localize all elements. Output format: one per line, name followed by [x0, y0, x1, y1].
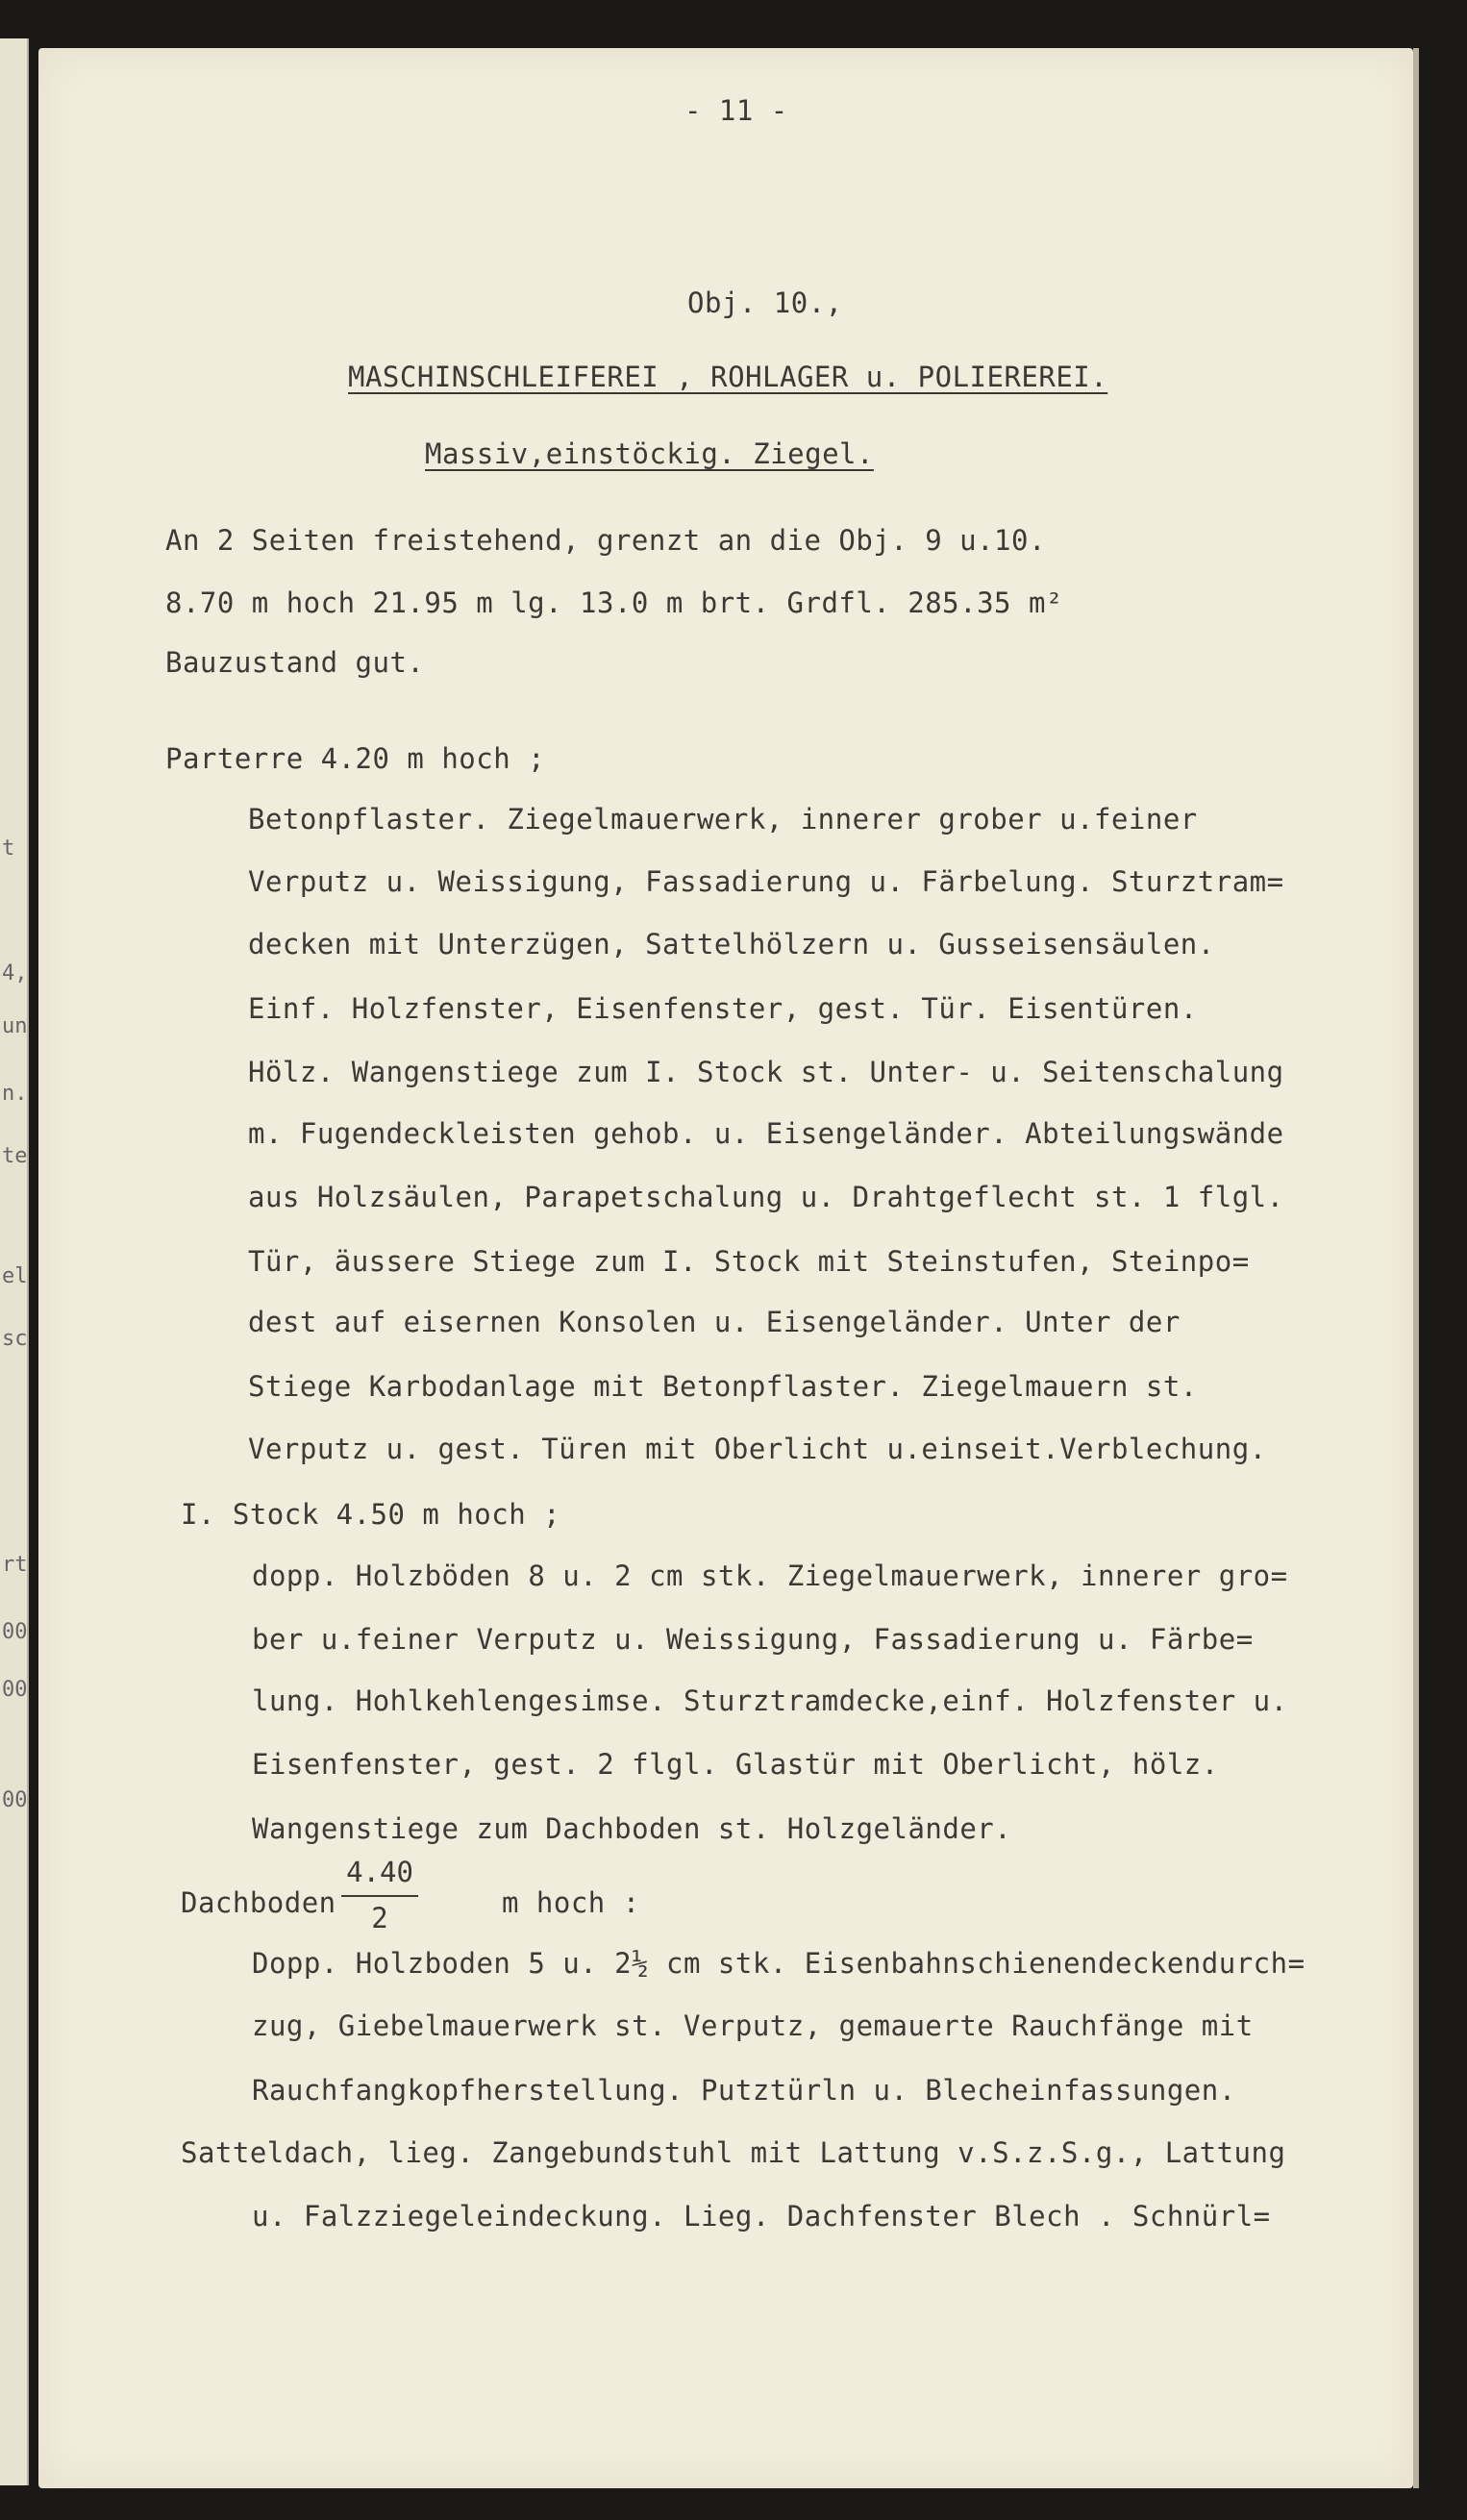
prev-page-fragment: 00: [2, 1788, 28, 1812]
text-line: Dopp. Holzboden 5 u. 2½ cm stk. Eisenbahnschienendeckendurch=: [252, 1947, 1305, 1980]
fraction-denominator: 2: [371, 1902, 388, 1934]
text-line: Satteldach, lieg. Zangebundstuhl mit Lattung v.S.z.S.g., Lattung: [181, 2136, 1286, 2169]
prev-page-fragment: un: [2, 1014, 28, 1038]
text-line: lung. Hohlkehlengesimse. Sturztramdecke,einf. Holzfenster u.: [252, 1684, 1288, 1717]
prev-page-fragment: t: [2, 836, 15, 861]
text-line: Verputz u. gest. Türen mit Oberlicht u.einseit.Verblechung.: [248, 1433, 1267, 1465]
prev-page-fragment: 00: [2, 1678, 28, 1702]
section-heading-first-floor: I. Stock 4.50 m hoch ;: [181, 1498, 561, 1531]
text-line: m. Fugendeckleisten gehob. u. Eisengeländer. Abteilungswände: [248, 1117, 1284, 1150]
text-line: u. Falzziegeleindeckung. Lieg. Dachfenster Blech . Schnürl=: [252, 2200, 1271, 2233]
document-title: MASCHINSCHLEIFEREI , ROHLAGER u. POLIEREREI.: [348, 361, 1108, 393]
prev-page-fragment: el: [2, 1264, 28, 1288]
text-line: An 2 Seiten freistehend, grenzt an die Obj. 9 u.10.: [165, 524, 1046, 557]
prev-page-fragment: sc: [2, 1327, 28, 1351]
document-subtitle: Massiv,einstöckig. Ziegel.: [425, 437, 874, 470]
fraction-numerator: 4.40: [346, 1856, 413, 1888]
prev-page-fragment: 00: [2, 1620, 28, 1644]
text-line: Bauzustand gut.: [165, 646, 425, 679]
section-heading-parterre: Parterre 4.20 m hoch ;: [165, 742, 546, 775]
text-line: decken mit Unterzügen, Sattelhölzern u. Gusseisensäulen.: [248, 928, 1215, 961]
previous-page-edge: [0, 38, 29, 2485]
text-line: Eisenfenster, gest. 2 flgl. Glastür mit Oberlicht, hölz.: [252, 1748, 1219, 1781]
prev-page-fragment: 4,: [2, 961, 28, 986]
text-line: dest auf eisernen Konsolen u. Eisengeländer. Unter der: [248, 1306, 1181, 1338]
prev-page-fragment: n.: [2, 1082, 28, 1106]
object-number: Obj. 10.,: [687, 287, 843, 319]
text-line: Rauchfangkopfherstellung. Putztürln u. Blecheinfassungen.: [252, 2074, 1236, 2107]
text-line: aus Holzsäulen, Parapetschalung u. Drahtgeflecht st. 1 flgl.: [248, 1181, 1284, 1213]
page-edge-shadow: [1413, 48, 1419, 2488]
text-line: ber u.feiner Verputz u. Weissigung, Fassadierung u. Färbe=: [252, 1623, 1254, 1656]
text-line: Hölz. Wangenstiege zum I. Stock st. Unter- u. Seitenschalung: [248, 1056, 1284, 1088]
text-line: 8.70 m hoch 21.95 m lg. 13.0 m brt. Grdfl. 285.35 m²: [165, 586, 1063, 619]
text-line: Tür, äussere Stiege zum I. Stock mit Steinstufen, Steinpo=: [248, 1245, 1250, 1278]
text-line: m hoch :: [502, 1886, 640, 1919]
fraction-bar: [341, 1895, 418, 1897]
section-heading-dachboden: Dachboden: [181, 1886, 336, 1919]
text-line: zug, Giebelmauerwerk st. Verputz, gemauerte Rauchfänge mit: [252, 2009, 1254, 2042]
text-line: Betonpflaster. Ziegelmauerwerk, innerer grober u.feiner: [248, 803, 1198, 836]
text-line: Verputz u. Weissigung, Fassadierung u. Färbelung. Sturztram=: [248, 865, 1284, 898]
text-line: Einf. Holzfenster, Eisenfenster, gest. Tür. Eisentüren.: [248, 992, 1198, 1025]
text-line: Stiege Karbodanlage mit Betonpflaster. Ziegelmauern st.: [248, 1370, 1198, 1403]
prev-page-fragment: rt: [2, 1553, 28, 1577]
text-line: Wangenstiege zum Dachboden st. Holzgeländer.: [252, 1812, 1012, 1845]
prev-page-fragment: te: [2, 1144, 28, 1168]
text-line: dopp. Holzböden 8 u. 2 cm stk. Ziegelmauerwerk, innerer gro=: [252, 1559, 1288, 1592]
page-number: - 11 -: [684, 94, 788, 127]
